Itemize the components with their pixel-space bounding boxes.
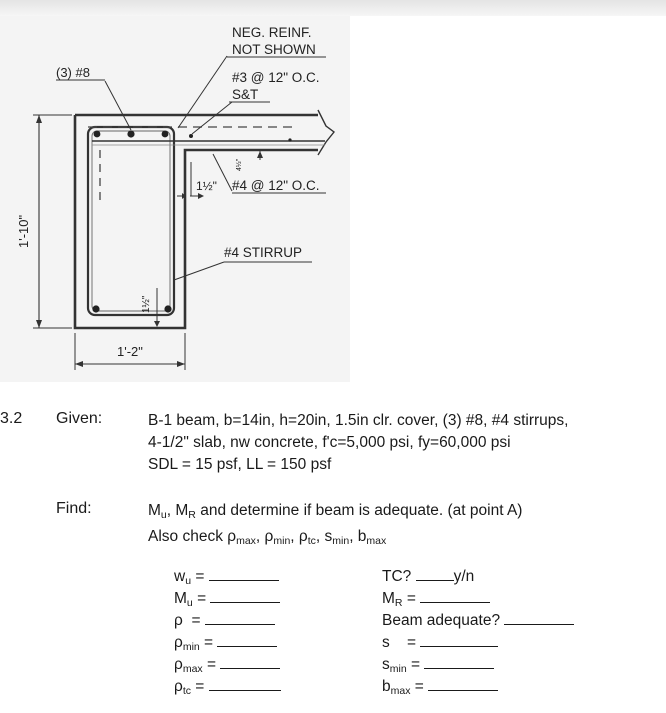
given-line-3: SDL = 15 psf, LL = 150 psf [148, 456, 332, 473]
find-line-1: $M_u$, $M_R$ and determine if beam is adequate. (at point A) [148, 502, 523, 521]
label-cover-side: 1½" [196, 179, 217, 193]
answer-blank[interactable] [209, 676, 281, 691]
answer-tc: TC? y/n [382, 568, 475, 585]
answer-blank[interactable] [210, 588, 280, 603]
concrete-outline [75, 115, 318, 328]
answers-right-column [382, 566, 574, 698]
beam-section-diagram [0, 0, 350, 382]
rebar-bottom-left [92, 305, 99, 312]
given-label: Given: [56, 410, 103, 427]
answer-blank[interactable] [416, 566, 454, 581]
leader-st [192, 102, 232, 134]
answers-left-column [174, 566, 281, 698]
problem-section [0, 400, 666, 713]
label-st-1: #3 @ 12" O.C. [232, 70, 320, 85]
slab-break-symbol [318, 110, 334, 155]
slab-bar-dot [189, 134, 193, 138]
rebar-bottom-right [164, 305, 171, 312]
label-neg-reinf-1: NEG. REINF. [232, 25, 312, 40]
given-line-2: 4-1/2" slab, nw concrete, f'c=5,000 psi, fy=60,000 psi [148, 434, 511, 451]
answer-blank[interactable] [420, 632, 498, 647]
answer-rho-min: $\rho_{min}$ = [174, 632, 281, 654]
answer-rho: ρ = [174, 610, 281, 632]
label-top-bars: (3) #8 [56, 65, 90, 80]
label-width-dim: 1'-2" [117, 344, 143, 359]
answer-rho-max: $\rho_{max}$ = [174, 654, 281, 676]
answer-s-min: $s_{min}$ = [382, 654, 574, 676]
leader-stirrup [174, 262, 224, 280]
find-line-2: Also check $\rho_{max}$, $\rho_{min}$, $\rho_{tc}$, $s_{min}$, $b_{max}$ [148, 528, 387, 547]
problem-number: 3.2 [0, 410, 23, 427]
stirrup [88, 127, 174, 315]
answer-blank[interactable] [424, 654, 494, 669]
label-cover-bottom: 1½" [141, 295, 152, 313]
label-neg-reinf-2: NOT SHOWN [232, 42, 316, 57]
answer-blank[interactable] [209, 566, 279, 581]
given-line-1: B-1 beam, b=14in, h=20in, 1.5in clr. cover, (3) #8, #4 stirrups, [148, 412, 569, 429]
rebar-top-right [162, 131, 169, 138]
answer-mu: $M_u$ = [174, 588, 281, 610]
answer-blank[interactable] [420, 588, 490, 603]
find-text [148, 500, 522, 552]
label-slab-bars: #4 @ 12" O.C. [232, 178, 320, 193]
label-height-dim: 1'-10" [16, 214, 31, 248]
leader-top-bars [105, 81, 131, 130]
answer-wu: $w_u$ = [174, 566, 281, 588]
answer-b-max: $b_{max}$ = [382, 676, 574, 698]
label-slab-thickness: 4½" [236, 158, 243, 171]
leader-neg-reinf [178, 56, 227, 128]
answer-rho-tc: $\rho_{tc}$ = [174, 676, 281, 698]
answer-beam-adequate: Beam adequate? [382, 610, 574, 632]
rebar-top-mid [127, 130, 134, 137]
label-stirrup: #4 STIRRUP [224, 245, 303, 260]
find-label: Find: [56, 500, 92, 517]
answer-mr: $M_R$ = [382, 588, 574, 610]
answer-blank[interactable] [205, 610, 275, 625]
label-st-2: S&T [232, 87, 259, 102]
answer-blank[interactable] [220, 654, 280, 669]
given-text [148, 410, 568, 476]
answer-blank[interactable] [428, 676, 498, 691]
rebar-top-left [94, 131, 101, 138]
answer-blank[interactable] [217, 632, 277, 647]
answer-s: s = [382, 632, 574, 654]
answer-blank[interactable] [504, 610, 574, 625]
